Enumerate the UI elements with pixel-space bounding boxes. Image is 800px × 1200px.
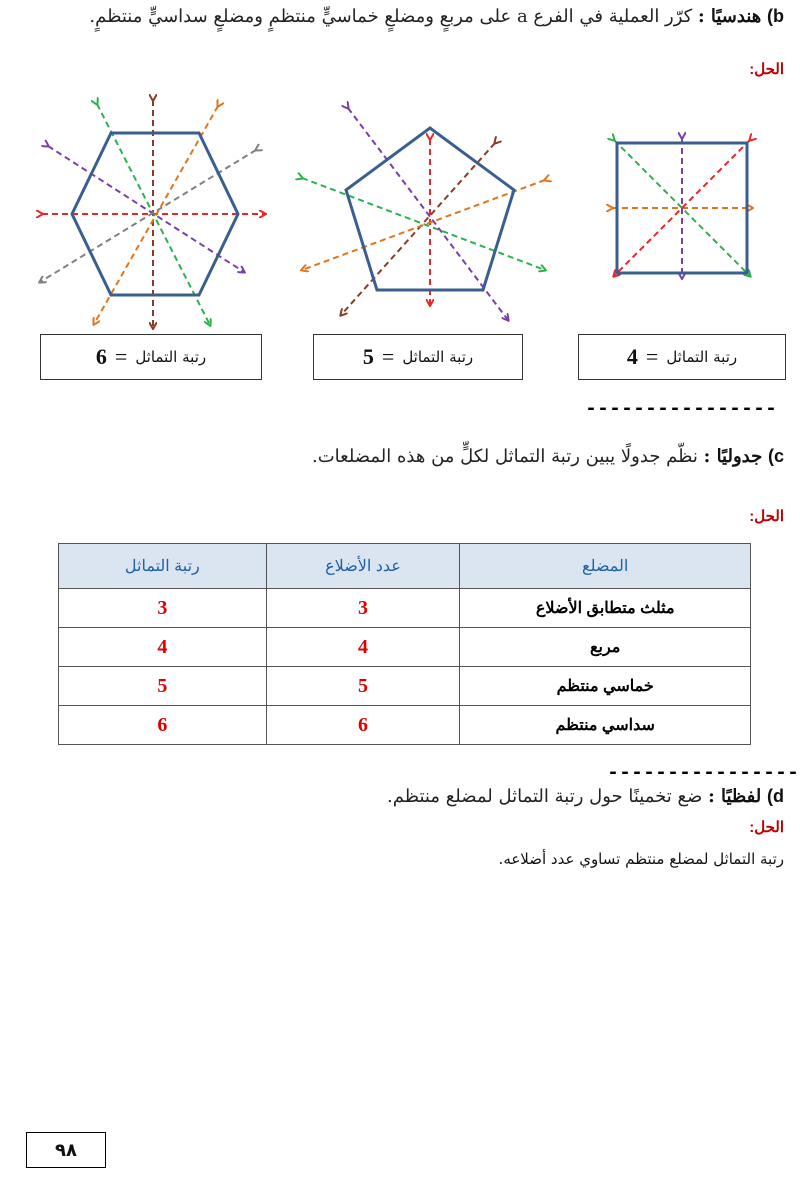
question-c-text: نظّم جدولًا يبين رتبة التماثل لكلٍّ من هذه المضلعات. [311, 446, 698, 467]
order-box-square [578, 334, 786, 380]
symmetry-figures [0, 80, 800, 340]
order-label: رتبة التماثل [135, 348, 207, 366]
equals-sign: = [114, 344, 128, 369]
question-d-text: ضع تخمينًا حول رتبة التماثل لمضلع منتظم. [387, 786, 703, 807]
equals-sign: = [645, 344, 659, 369]
solution-label-c: الحل: [749, 508, 784, 525]
order-box-hexagon [40, 334, 262, 380]
cell-order: 6 [59, 706, 267, 745]
symmetry-table [58, 543, 751, 745]
solution-label-d: الحل: [749, 819, 784, 836]
cell-sides: 5 [266, 667, 460, 706]
table-row [59, 667, 751, 706]
cell-sides: 3 [266, 589, 460, 628]
cell-polygon: مثلث متطابق الأضلاع [460, 589, 751, 628]
square-figure [612, 138, 752, 278]
header-order: رتبة التماثل [59, 544, 267, 589]
question-b-letter: b) [767, 6, 784, 26]
order-value: 4 [626, 344, 638, 369]
cell-polygon: سداسي منتظم [460, 706, 751, 745]
question-c [312, 446, 784, 467]
order-value: 5 [362, 344, 374, 369]
equals-sign: = [381, 344, 395, 369]
question-b-keyword: هندسيًا : [697, 6, 762, 27]
question-c-letter: c) [767, 446, 784, 466]
question-b-text: كرّر العملية في الفرع a على مربعٍ ومضلعٍ خماسيٍّ منتظمٍ ومضلعٍ سداسيٍّ منتظمٍ. [89, 6, 693, 27]
cell-order: 4 [59, 628, 267, 667]
order-box-pentagon [313, 334, 523, 380]
hexagon-figure [40, 100, 265, 328]
page-number: ٩٨ [26, 1132, 106, 1168]
cell-polygon: خماسي منتظم [460, 667, 751, 706]
order-value: 6 [95, 344, 107, 369]
order-label: رتبة التماثل [666, 348, 738, 366]
cell-order: 5 [59, 667, 267, 706]
question-b [89, 6, 784, 27]
separator-1: ---------------- [585, 398, 778, 421]
separator-2: ---------------- [607, 762, 800, 785]
answer-d: رتبة التماثل لمضلع منتظم تساوي عدد أضلاعه. [498, 850, 784, 868]
header-sides: عدد الأضلاع [266, 544, 460, 589]
cell-order: 3 [59, 589, 267, 628]
cell-sides: 6 [266, 706, 460, 745]
order-label: رتبة التماثل [402, 348, 474, 366]
pentagon-figure [302, 108, 545, 320]
question-c-keyword: جدوليًا : [703, 446, 763, 467]
question-d-letter: d) [767, 786, 784, 806]
table-header-row [59, 544, 751, 589]
question-d [387, 786, 784, 807]
table-row [59, 589, 751, 628]
header-polygon: المضلع [460, 544, 751, 589]
solution-label-b: الحل: [749, 61, 784, 78]
cell-sides: 4 [266, 628, 460, 667]
table-row [59, 628, 751, 667]
cell-polygon: مربع [460, 628, 751, 667]
question-d-keyword: لفظيًا : [708, 786, 762, 807]
table-row [59, 706, 751, 745]
